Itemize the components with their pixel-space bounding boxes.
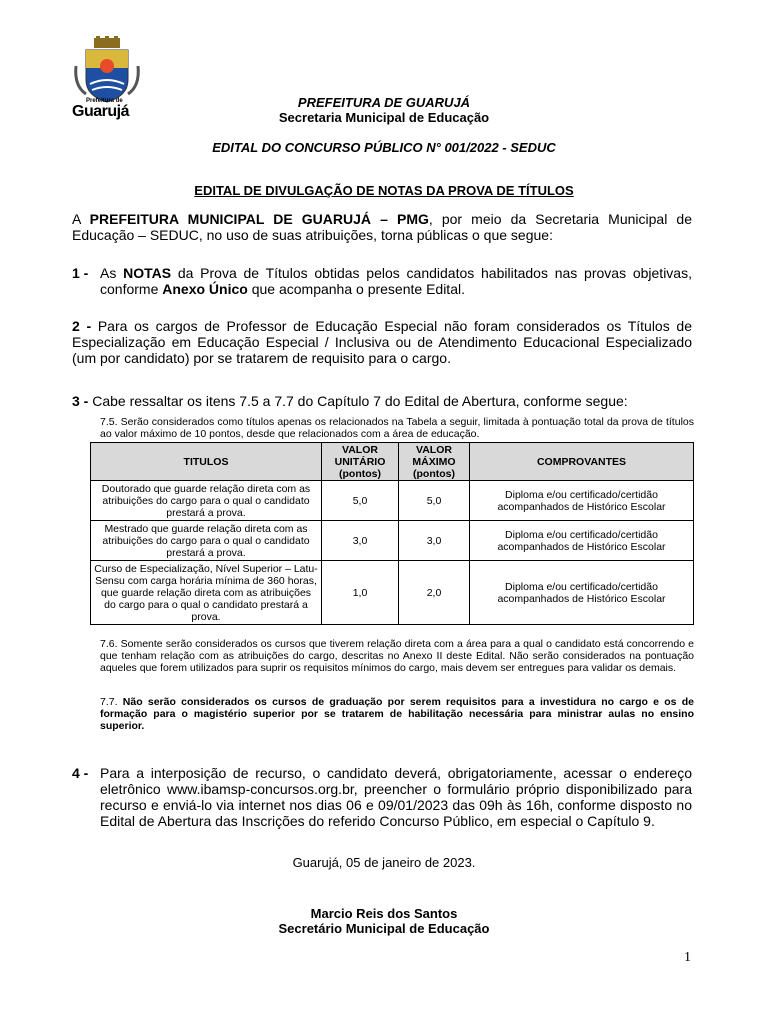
table-header-row <box>91 443 694 481</box>
table-header-cell: VALOR UNITÁRIO (pontos) <box>322 443 399 481</box>
table-cell: 2,0 <box>399 561 470 625</box>
table-row <box>91 481 694 521</box>
logo-text-small: Prefeitura de <box>86 98 123 104</box>
table-cell: Curso de Especialização, Nível Superior – Latu-Sensu com carga horária mínima de 360 horas, que guarde relação direta com as atribuições do cargo para o qual o candidato prestará a prova. <box>91 561 322 625</box>
item2-text <box>72 318 692 366</box>
paragraph-7-5: 7.5. Serão considerados como títulos apenas os relacionados na Tabela a seguir, limitada à pontuação total da prova de títulos ao valor máximo de 10 pontos, desde que relacionados com a área de educação. <box>100 416 694 440</box>
table-row <box>91 521 694 561</box>
item1-number: 1 - <box>72 265 89 281</box>
paragraph-7-7 <box>100 696 694 732</box>
table-cell: 1,0 <box>322 561 399 625</box>
item2-body: Para os cargos de Professor de Educação Especial não foram considerados os Títulos de Especialização em Educação Especial / Inclusiva ou de Atendimento Educacional Especializado (um por candidato) por se tratarem de requisito para o cargo. <box>72 318 692 366</box>
titles-table-wrapper <box>90 442 694 625</box>
header-dept: Secretaria Municipal de Educação <box>278 110 490 125</box>
item1-bold2: Anexo Único <box>162 281 248 297</box>
table-header-cell: TITULOS <box>91 443 322 481</box>
item3-number: 3 - <box>72 393 89 409</box>
table-cell: 3,0 <box>399 521 470 561</box>
paragraph-7-7-bold: Não serão considerados os cursos de graduação por serem requisitos para a investidura no cargo e os de formação para o magistério superior por se tratarem de habilitação necessária para ministrar aulas no ensino superior. <box>100 696 694 732</box>
signature-name: Marcio Reis dos Santos <box>310 906 458 921</box>
table-header-cell: VALOR MÁXIMO (pontos) <box>399 443 470 481</box>
paragraph-7-7-num: 7.7. <box>100 696 123 708</box>
signature-role: Secretário Municipal de Educação <box>278 921 490 936</box>
table-header-cell: COMPROVANTES <box>470 443 694 481</box>
item4-text: Para a interposição de recurso, o candidato deverá, obrigatoriamente, acessar o endereço eletrônico www.ibamsp-concursos.org.br, preencher o formulário próprio disponibilizado para recurso e enviá-lo via internet nos dias 06 e 09/01/2023 das 09h às 16h, conforme disposto no Edital de Abertura das Inscrições do referido Concurso Público, em especial o Capítulo 9. <box>100 765 692 829</box>
item2-number: 2 - <box>72 318 92 334</box>
table-cell: 5,0 <box>399 481 470 521</box>
table-cell: 3,0 <box>322 521 399 561</box>
item3-body: Cabe ressaltar os itens 7.5 a 7.7 do Capítulo 7 do Edital de Abertura, conforme segue: <box>88 393 628 409</box>
table-row <box>91 561 694 625</box>
item1-text <box>100 265 692 297</box>
paragraph-7-6: 7.6. Somente serão considerados os cursos que tiverem relação direta com a área para a qual o candidato está concorrendo e que tenham relação com as atribuições do cargo, descritas no Anexo II deste Edital. Não serão considerados na pontuação aqueles que forem utilizados para suprir os requisitos mínimos do cargo, mais devem ser entregues para validar os demais. <box>100 638 694 674</box>
header-org: PREFEITURA DE GUARUJÁ <box>297 95 471 110</box>
page-number: 1 <box>684 950 691 965</box>
table-cell: Mestrado que guarde relação direta com as atribuições do cargo para o qual o candidato prestará a prova. <box>91 521 322 561</box>
item1-post: que acompanha o presente Edital. <box>247 281 465 297</box>
titles-table <box>90 442 694 625</box>
document-date: Guarujá, 05 de janeiro de 2023. <box>292 855 476 870</box>
document-title: EDITAL DE DIVULGAÇÃO DE NOTAS DA PROVA DE TÍTULOS <box>194 183 574 198</box>
item1-mid: da Prova de Títulos obtidas pelos candidatos habilitados nas provas objetivas, conforme <box>100 265 692 297</box>
header-edital: EDITAL DO CONCURSO PÚBLICO N° 001/2022 - SEDUC <box>212 140 556 155</box>
table-cell: 5,0 <box>322 481 399 521</box>
intro-pre: A <box>72 211 90 227</box>
logo-text-big: Guarujá <box>72 103 129 120</box>
intro-paragraph <box>72 211 692 243</box>
coat-of-arms-logo <box>72 36 142 122</box>
table-cell: Diploma e/ou certificado/certidão acompanhados de Histórico Escolar <box>470 521 694 561</box>
item1-pre: As <box>100 265 124 281</box>
item3-text <box>72 393 692 409</box>
item4-number: 4 - <box>72 765 89 781</box>
intro-bold: PREFEITURA MUNICIPAL DE GUARUJÁ – PMG <box>89 211 429 227</box>
intro-post: , por meio da Secretaria Municipal de Educação – SEDUC, no uso de suas atribuições, torna públicas o que segue: <box>72 211 692 243</box>
table-cell: Diploma e/ou certificado/certidão acompanhados de Histórico Escolar <box>470 481 694 521</box>
table-cell: Doutorado que guarde relação direta com as atribuições do cargo para o qual o candidato prestará a prova. <box>91 481 322 521</box>
table-cell: Diploma e/ou certificado/certidão acompanhados de Histórico Escolar <box>470 561 694 625</box>
item1-bold1: NOTAS <box>123 265 172 281</box>
